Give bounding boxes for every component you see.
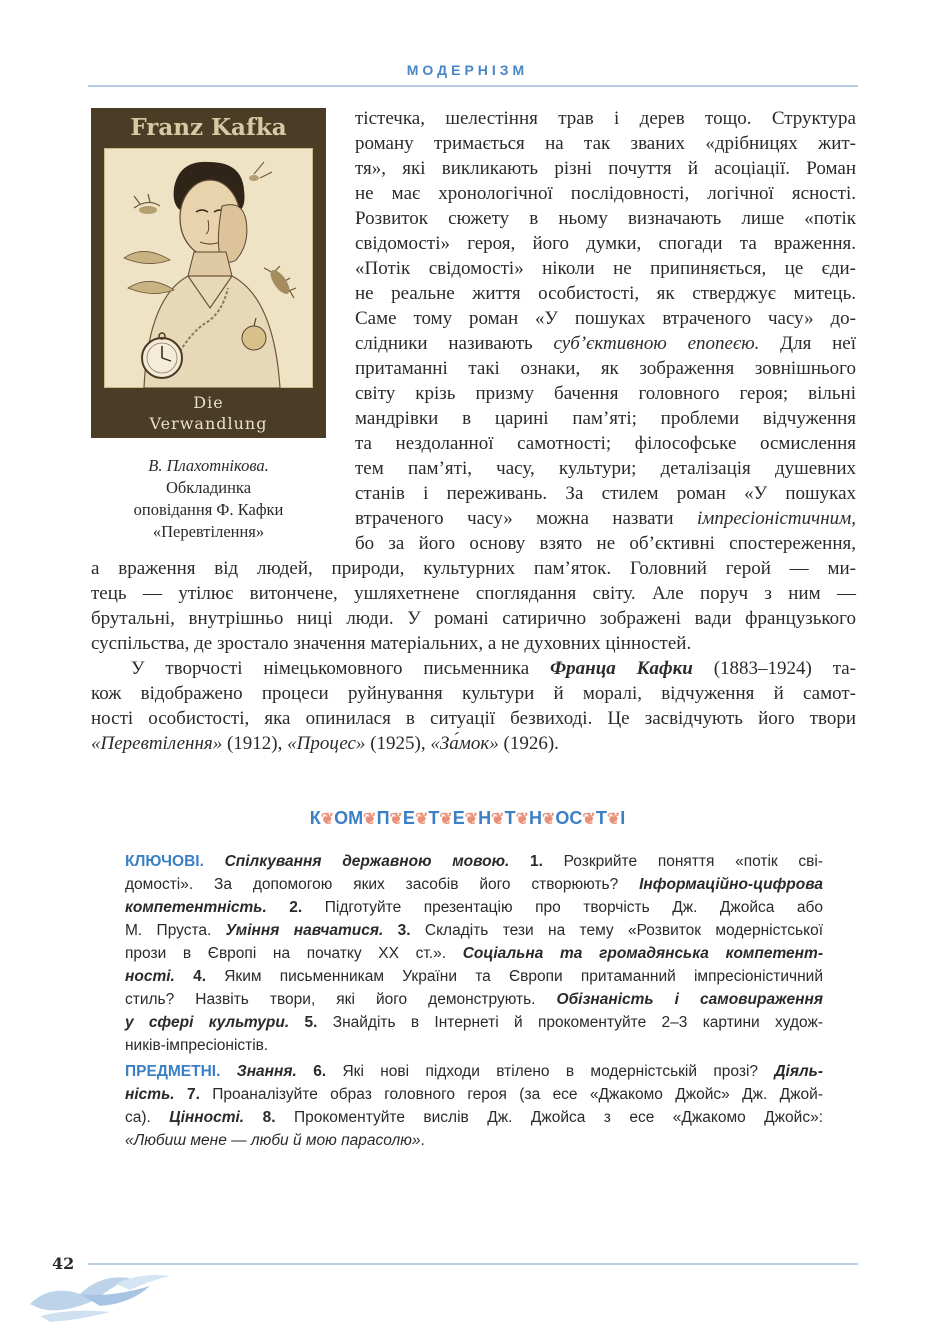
task-number: 8. <box>244 1109 276 1126</box>
body-text-segment: У творчості німецькомовного письменника <box>131 658 551 679</box>
quote: «Любиш мене — люби й мою парасолю» <box>125 1132 421 1149</box>
body-text-line <box>131 656 856 681</box>
body-text-segment: Для неї <box>759 333 856 354</box>
title-letter: О <box>555 808 570 828</box>
body-text-line: притаманні такі ознаки, як зображення зовнішнього <box>355 358 856 379</box>
body-text-line: тя», які викликають різні почуття й асоціації. Роман <box>355 158 856 179</box>
cover-title: Franz Kafka <box>130 114 287 141</box>
title-letter: Е <box>402 808 415 828</box>
competence-name: Соціальна та громадянська компетент- <box>462 945 823 962</box>
competence-name: Знання. <box>220 1063 297 1080</box>
emphasis-term: імпресіоністичним, <box>696 508 856 529</box>
body-text-line: бо за його основу взято не об’єктивні спостереження, <box>355 533 856 554</box>
task-text: са). <box>125 1109 170 1126</box>
body-text-line: брутальні, внутрішньо ниці люди. У романі сатирично зображені вади французького <box>91 608 856 629</box>
title-letter: М <box>348 808 364 828</box>
body-text-line: Розвиток сюжету в ньому визначають лише «потік <box>355 208 856 229</box>
title-letter: Т <box>428 808 440 828</box>
leaf-icon: ❦ <box>320 811 335 828</box>
body-text-segment: (1912), <box>222 733 288 754</box>
leaf-icon: ❦ <box>515 811 529 828</box>
caption-author: В. Плахотнікова. <box>148 456 269 475</box>
body-text-line: не має хронологічної послідовності, логічної ясності. <box>355 183 856 204</box>
body-text-line: суспільства, де зростало значення матеріальних, а не духовних цінностей. <box>91 633 692 654</box>
emphasis-term: суб’єктивною епопеєю. <box>553 333 760 354</box>
body-text-segment: втраченого часу» можна назвати <box>355 508 697 529</box>
task-text-line <box>125 897 823 920</box>
task-text-line <box>125 943 823 966</box>
body-text-segment: (1883–1924) та- <box>692 658 857 679</box>
body-text-segment: (1925), <box>365 733 431 754</box>
task-text-line <box>125 1012 823 1035</box>
task-text: Підготуйте презентацію про творчість Дж. Джойса або <box>302 899 824 916</box>
competence-name: Інформаційно-цифрова <box>639 876 823 893</box>
leaf-icon: ❦ <box>439 811 453 828</box>
leaf-icon: ❦ <box>491 811 505 828</box>
cover-subtitle-line-1: Die <box>193 393 224 412</box>
title-letter: Т <box>595 808 607 828</box>
caption-line: «Перевтілення» <box>152 522 265 541</box>
caption-line: оповідання Ф. Кафки <box>133 500 284 519</box>
body-text-line: роману тримається на так званих «дрібницях жит- <box>355 133 856 154</box>
body-text-line: станів і переживань. За стилем роман «У пошуках <box>355 483 856 504</box>
body-text-line: тем пам’яті, часу, культури; деталізація душевних <box>355 458 856 479</box>
leaf-icon: ❦ <box>414 811 429 828</box>
task-text-line <box>125 1130 823 1153</box>
task-number: 5. <box>289 1014 318 1031</box>
page-number: 42 <box>52 1254 75 1273</box>
task-text: домості». За допомогою яких засобів його створюють? <box>125 876 640 893</box>
author-name: Франца Кафки <box>550 658 693 679</box>
section-keyword: ПРЕДМЕТНІ. <box>125 1063 221 1080</box>
task-number: 3. <box>383 922 411 939</box>
body-text-line: тець — утілює витончене, ушляхетнене споглядання світу. Але поруч з ним — <box>91 583 856 604</box>
task-number: 7. <box>174 1086 200 1103</box>
cover-subtitle-line-2: Verwandlung <box>149 414 268 433</box>
body-text-line <box>355 331 856 356</box>
leaf-icon: ❦ <box>363 811 377 828</box>
task-text: М. Пруста. <box>125 922 226 939</box>
competence-name: Спілкування державною мовою. <box>203 853 510 870</box>
leaf-icon: ❦ <box>582 811 596 828</box>
task-text-line <box>125 874 823 897</box>
task-text: Складіть тези на тему «Розвиток модерністської <box>410 922 824 939</box>
competence-name: ності. <box>125 968 175 985</box>
cover-illustration <box>104 148 313 388</box>
body-text-line <box>91 731 856 756</box>
title-letter: І <box>620 808 626 828</box>
competence-name: ність. <box>125 1086 175 1103</box>
task-number: 6. <box>296 1063 327 1080</box>
competence-name: Обізнаність і самовираження <box>556 991 823 1008</box>
work-title: «Перевтілення» <box>91 733 223 754</box>
leaf-icon: ❦ <box>464 811 479 828</box>
figure-caption <box>91 455 326 543</box>
footer-divider <box>88 1263 858 1265</box>
leaf-icon: ❦ <box>606 811 621 828</box>
task-text-line: ників-імпресіоністів. <box>125 1037 269 1054</box>
competence-name: у сфері культури. <box>125 1014 290 1031</box>
section-keyword: КЛЮЧОВІ. <box>125 853 204 870</box>
body-text-line: свідомості» героя, його думки, спогади та враження. <box>355 233 856 254</box>
task-text-line <box>125 966 823 989</box>
task-text-line <box>125 1061 823 1084</box>
title-letter: Т <box>504 808 516 828</box>
work-title: «Процес» <box>287 733 366 754</box>
task-text: . <box>420 1132 425 1149</box>
task-text: Знайдіть в Інтернеті й прокоментуйте 2–3 картини худож- <box>317 1014 824 1031</box>
body-text-line: тістечка, шелестіння трав і дерев тощо. Структура <box>355 108 856 129</box>
leaf-icon: ❦ <box>541 811 556 828</box>
competence-name: Діяль- <box>774 1063 823 1080</box>
body-text-line <box>355 506 856 531</box>
competence-name: компетентність. <box>125 899 267 916</box>
task-text: прози в Європі на початку ХХ ст.». <box>125 945 463 962</box>
task-text: Прокоментуйте вислів Дж. Джойса з есе «Джакомо Джойс»: <box>275 1109 824 1126</box>
title-letter: Е <box>452 808 465 828</box>
task-text: Розкрийте поняття «потік сві- <box>542 853 823 870</box>
title-letter: Н <box>478 808 492 828</box>
body-text-line: а враження від людей, природи, культурних пам’яток. Головний герой — ми- <box>91 558 856 579</box>
birds-decoration-icon <box>20 1264 180 1324</box>
body-text-line: мандрівки в царині пам’яті; проблеми відчуження <box>355 408 856 429</box>
task-text-line <box>125 989 823 1012</box>
task-text: Які нові підходи втілено в модерністській прозі? <box>326 1063 775 1080</box>
task-number: 1. <box>509 853 543 870</box>
task-text-line <box>125 920 823 943</box>
title-letter: К <box>309 808 321 828</box>
title-letter: О <box>334 808 349 828</box>
competence-name: Цінності. <box>169 1109 245 1126</box>
body-text-line: кож відображено процеси руйнування культури й моралі, відчуження й самот- <box>91 683 856 704</box>
body-text-line: Саме тому роман «У пошуках втраченого часу» до- <box>355 308 856 329</box>
body-text-line: «Потік свідомості» ніколи не припиняється, це єди- <box>355 258 856 279</box>
task-number: 2. <box>266 899 303 916</box>
header-divider <box>88 85 858 87</box>
caption-line: Обкладинка <box>165 478 252 497</box>
title-letter: Н <box>528 808 542 828</box>
task-text: стиль? Назвіть твори, які його демонструють. <box>125 991 557 1008</box>
task-text-line <box>125 1107 823 1130</box>
leaf-icon: ❦ <box>389 811 403 828</box>
body-text-segment: (1926). <box>498 733 559 754</box>
body-text-line: світу крізь призму бачення головного героя; вільні <box>355 383 856 404</box>
work-title: «За́мок» <box>430 733 499 754</box>
competence-name: Уміння навчатися. <box>225 922 384 939</box>
task-text-line <box>125 1084 823 1107</box>
body-text-line: ності особистості, яка опинилася в ситуації безвиході. Це засвідчують його твори <box>91 708 856 729</box>
body-text-line: та нездоланної самотності; філософське осмислення <box>355 433 856 454</box>
task-text: Проаналізуйте образ головного героя (за есе «Джакомо Джойс» Дж. Джой- <box>199 1086 823 1103</box>
competence-title <box>0 808 935 829</box>
body-text-line: не реальне життя особистості, як стверджує митець. <box>355 283 856 304</box>
book-cover-image <box>91 108 326 438</box>
body-text-segment: слідники називають <box>355 333 554 354</box>
task-text-line <box>125 851 823 874</box>
task-number: 4. <box>174 968 207 985</box>
title-letter: С <box>569 808 583 828</box>
title-letter: П <box>376 808 390 828</box>
task-text: Яким письменникам України та Європи притаманний імпресіоністичний <box>206 968 823 985</box>
cover-subtitle <box>91 392 326 434</box>
running-header: МОДЕРНІЗМ <box>406 62 529 78</box>
